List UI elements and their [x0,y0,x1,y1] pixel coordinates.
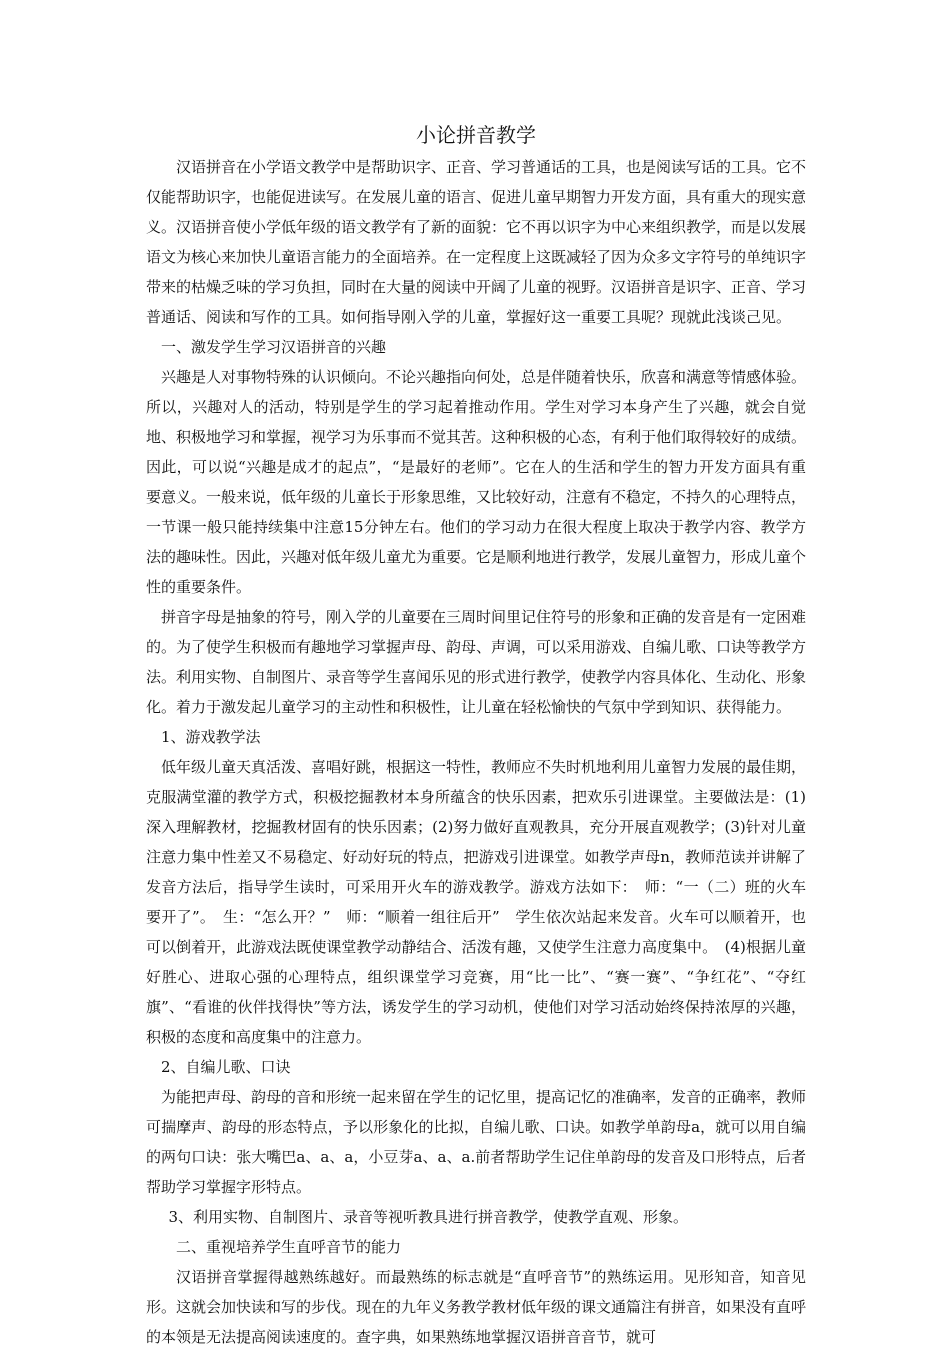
section-heading-2: 二、重视培养学生直呼音节的能力 [176,1238,402,1256]
body-paragraph: 汉语拼音掌握得越熟练越好。而最熟练的标志就是“直呼音节”的熟练运用。见形知音，知音见形。这就会加快读和写的步伐。现在的九年义务教学教材低年级的课文通篇注有拼音，如果没有直呼的本领是无法提高阅读速度的。查字典，如果熟练地掌握汉语拼音音节，就可 [146,1268,807,1346]
document-title: 小论拼音教学 [416,123,536,147]
section-heading-1: 一、激发学生学习汉语拼音的兴趣 [161,338,387,356]
body-paragraph: 为能把声母、韵母的音和形统一起来留在学生的记忆里，提高记忆的准确率，发音的正确率，教师可揣摩声、韵母的形态特点，予以形象化的比拟，自编儿歌、口诀。如教学单韵母a，就可以用自编的两句口诀：张大嘴巴a、a、a，小豆芽a、a、a.前者帮助学生记住单韵母的发音及口形特点，后者帮助学习掌握字形特点。 [146,1088,807,1196]
intro-paragraph: 汉语拼音在小学语文教学中是帮助识字、正音、学习普通话的工具，也是阅读写话的工具。它不仅能帮助识字，也能促进读写。在发展儿童的语言、促进儿童早期智力开发方面，具有重大的现实意义。汉语拼音使小学低年级的语文教学有了新的面貌：它不再以识字为中心来组织教学，而是以发展语文为核心来加快儿童语言能力的全面培养。在一定程度上这既减轻了因为众多文字符号的单纯识字带来的枯燥乏味的学习负担，同时在大量的阅读中开阔了儿童的视野。汉语拼音是识字、正音、学习普通话、阅读和写作的工具。如何指导刚入学的儿童，掌握好这一重要工具呢？现就此浅谈己见。 [146,158,807,326]
body-paragraph: 兴趣是人对事物特殊的认识倾向。不论兴趣指向何处，总是伴随着快乐，欣喜和满意等情感体验。所以，兴趣对人的活动，特别是学生的学习起着推动作用。学生对学习本身产生了兴趣，就会自觉地、积极地学习和掌握，视学习为乐事而不觉其苦。这种积极的心态，有利于他们取得较好的成绩。因此，可以说“兴趣是成才的起点”，“是最好的老师”。它在人的生活和学生的智力开发方面具有重要意义。一般来说，低年级的儿童长于形象思维，又比较好动，注意有不稳定，不持久的心理特点，一节课一般只能持续集中注意15分钟左右。他们的学习动力在很大程度上取决于教学内容、教学方法的趣味性。因此，兴趣对低年级儿童尤为重要。它是顺利地进行教学，发展儿童智力，形成儿童个性的重要条件。 [146,368,807,596]
subsection-heading-3: 3、利用实物、自制图片、录音等视听教具进行拼音教学，使教学直观、形象。 [168,1208,689,1226]
document-page [146,118,806,1352]
body-paragraph: 低年级儿童天真活泼、喜唱好跳，根据这一特性，教师应不失时机地利用儿童智力发展的最佳期，克服满堂灌的教学方式，积极挖掘教材本身所蕴含的快乐因素，把欢乐引进课堂。主要做法是：(1)深入理解教材，挖掘教材固有的快乐因素；(2)努力做好直观教具，充分开展直观教学；(3)针对儿童注意力集中性差又不易稳定、好动好玩的特点，把游戏引进课堂。如教学声母n，教师范读并讲解了发音方法后，指导学生读时，可采用开火车的游戏教学。游戏方法如下： 师：“一（二）班的火车要开了”。 生：“怎么开？” 师：“顺着一组往后开” 学生依次站起来发音。火车可以顺着开，也可以倒着开，此游戏法既使课堂教学动静结合、活泼有趣，又使学生注意力高度集中。 (4)根据儿童好胜心、进取心强的心理特点，组织课堂学习竞赛，用“比一比”、“赛一赛”、“争红花”、“夺红旗”、“看谁的伙伴找得快”等方法，诱发学生的学习动机，使他们对学习活动始终保持浓厚的兴趣，积极的态度和高度集中的注意力。 [146,758,807,1046]
subsection-heading-2: 2、自编儿歌、口诀 [161,1058,291,1076]
subsection-heading-1: 1、游戏教学法 [161,728,261,746]
body-paragraph: 拼音字母是抽象的符号，刚入学的儿童要在三周时间里记住符号的形象和正确的发音是有一定困难的。为了使学生积极而有趣地学习掌握声母、韵母、声调，可以采用游戏、自编儿歌、口诀等教学方法。利用实物、自制图片、录音等学生喜闻乐见的形式进行教学，使教学内容具体化、生动化、形象化。着力于激发起儿童学习的主动性和积极性，让儿童在轻松愉快的气氛中学到知识、获得能力。 [146,608,807,716]
